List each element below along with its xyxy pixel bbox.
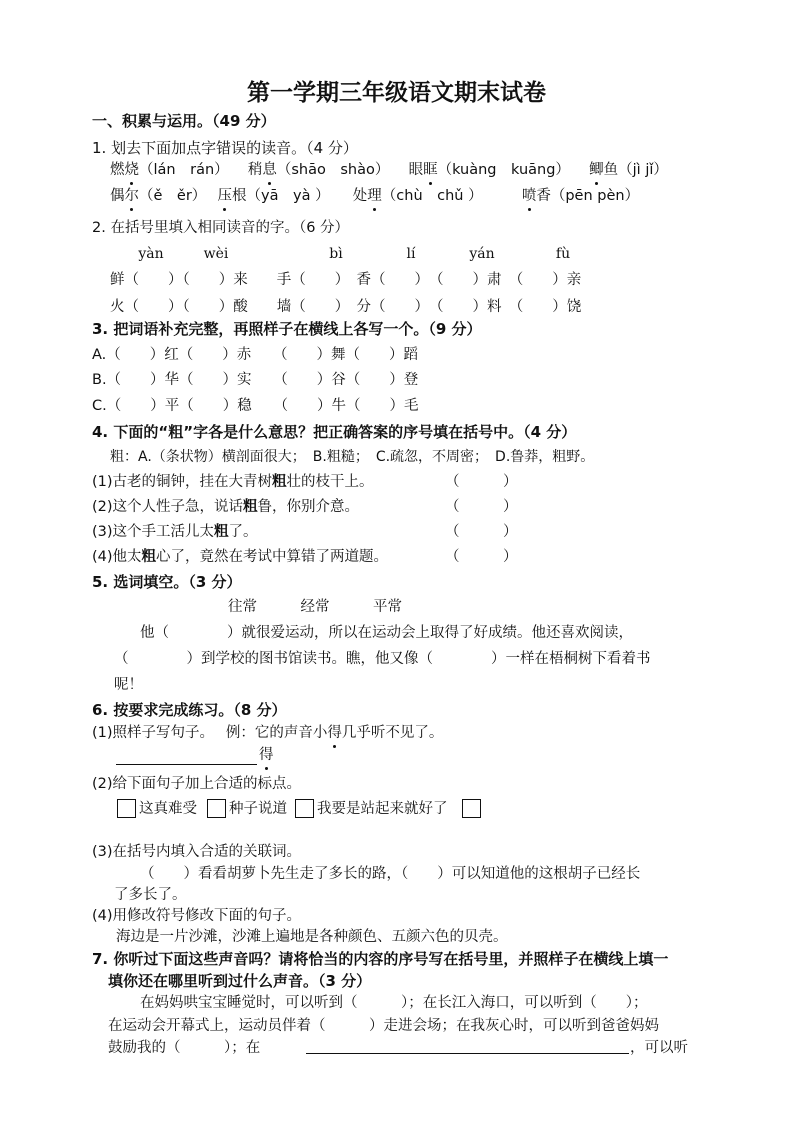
q3-row: B.（ ）华（ ）实 （ ）谷（ ）登: [92, 372, 419, 388]
q2-row-2: 火（ ）（ ）酸 墙（ ） 分（ ） （ ）料 （ ）饶: [110, 299, 582, 315]
q6-text-line: 了多长了。: [114, 887, 187, 903]
punctuation-box[interactable]: [207, 799, 226, 818]
q7-text-line: 鼓励我的（ ）；在: [108, 1040, 261, 1056]
question-5-heading: 5. 选词填空。（3 分）: [92, 573, 242, 591]
question-7-heading-cont: 填你还在哪里听到过什么声音。（3 分）: [108, 972, 372, 990]
punctuation-box[interactable]: [462, 799, 481, 818]
q7-text-line: ，可以听: [630, 1040, 688, 1056]
q5-text-line: （ ）到学校的图书馆读书。瞧，他又像（ ）一样在梧桐树下看着书: [114, 651, 651, 667]
q5-text-line: 他（ ）就很爱运动，所以在运动会上取得了好成绩。他还喜欢阅读，: [140, 625, 633, 641]
pinyin-label: yàn: [138, 246, 164, 262]
q6-instruction-4: (4)用修改符号修改下面的句子。: [92, 908, 302, 924]
q5-text-line: 呢！: [114, 677, 143, 693]
pinyin-label: fù: [555, 246, 571, 262]
q1-item: 喷香（pēn pèn）: [521, 188, 640, 204]
q2-row-1: 鲜（ ）（ ）来 手（ ） 香（ ） （ ）肃 （ ）亲: [110, 272, 582, 288]
q6-text-line: 海边是一片沙滩，沙滩上遍地是各种颜色、五颜六色的贝壳。: [116, 929, 508, 945]
answer-paren: （ ）: [445, 474, 518, 490]
question-4-heading: 4. 下面的“粗”字各是什么意思？把正确答案的序号填在括号中。（4 分）: [92, 423, 577, 441]
q6-text-line: （ ）看看胡萝卜先生走了多长的路，（ ）可以知道他的这根胡子已经长: [140, 866, 641, 882]
answer-char: 得: [259, 747, 274, 763]
q4-item: (4)他太粗心了，竟然在考试中算错了两道题。: [92, 549, 389, 565]
question-3-heading: 3. 把词语补充完整，再照样子在横线上各写一个。（9 分）: [92, 320, 482, 338]
q3-row: A.（ ）红（ ）赤 （ ）舞（ ）蹈: [92, 347, 419, 363]
q6-instruction-3: (3)在括号内填入合适的关联词。: [92, 844, 302, 860]
q4-item: (3)这个手工活儿太粗了。: [92, 524, 258, 540]
section-heading: 一、积累与运用。（49 分）: [92, 112, 276, 130]
q1-item: 鲫鱼（jì jǐ）: [589, 162, 668, 178]
answer-line[interactable]: [306, 1053, 629, 1054]
question-1-heading: 1. 划去下面加点字错误的读音。（4 分）: [92, 139, 358, 157]
q1-item: 燃烧（lán rán）: [110, 162, 229, 178]
pinyin-label: wèi: [203, 246, 229, 262]
word-choices: 往常 经常 平常: [228, 599, 402, 615]
answer-paren: （ ）: [445, 549, 518, 565]
answer-paren: （ ）: [445, 499, 518, 515]
sentence-part: 种子说道: [229, 801, 287, 817]
q4-definitions: 粗：A.（条状物）横剖面很大； B.粗糙； C.疏忽，不周密； D.鲁莽，粗野。: [110, 449, 595, 465]
punctuation-box[interactable]: [117, 799, 136, 818]
pinyin-label: bì: [329, 246, 343, 262]
q7-text-line: 在妈妈哄宝宝睡觉时，可以听到（ ）；在长江入海口，可以听到（ ）；: [140, 995, 648, 1011]
q1-item: 压根（yā yà ）: [217, 188, 330, 204]
pinyin-label: lí: [406, 246, 416, 262]
question-7-heading: 7. 你听过下面这些声音吗？请将恰当的内容的序号写在括号里，并照样子在横线上填一: [92, 950, 669, 968]
q1-item: 偶尔（ě ěr）: [110, 188, 207, 204]
q6-instruction-1: (1)照样子写句子。 例：它的声音小得几乎听不见了。: [92, 725, 444, 741]
q1-row-2: [110, 186, 639, 206]
answer-paren: （ ）: [445, 524, 518, 540]
q4-item: (1)古老的铜钟，挂在大青树粗壮的枝干上。: [92, 474, 374, 490]
q6-instruction-2: (2)给下面句子加上合适的标点。: [92, 776, 302, 792]
page-title: 第一学期三年级语文期末试卷: [247, 80, 546, 106]
sentence-part: 这真难受: [139, 801, 197, 817]
q7-text-line: 在运动会开幕式上，运动员伴着（ ）走进会场；在我灰心时，可以听到爸爸妈妈: [108, 1018, 659, 1034]
q4-item: (2)这个人性子急，说话粗鲁，你别介意。: [92, 499, 360, 515]
question-2-heading: 2. 在括号里填入相同读音的字。（6 分）: [92, 220, 350, 236]
pinyin-label: yán: [469, 246, 495, 262]
q1-row-1: [110, 160, 668, 180]
sentence-part: 我要是站起来就好了: [317, 801, 448, 817]
punctuation-box[interactable]: [295, 799, 314, 818]
q1-item: 稍息（shāo shào）: [247, 162, 390, 178]
answer-line[interactable]: [116, 764, 257, 765]
q1-item: 眼眶（kuàng kuāng）: [408, 162, 570, 178]
q1-item: 处理（chù chǔ ）: [352, 188, 483, 204]
question-6-heading: 6. 按要求完成练习。（8 分）: [92, 701, 287, 719]
q3-row: C.（ ）平（ ）稳 （ ）牛（ ）毛: [92, 398, 419, 414]
